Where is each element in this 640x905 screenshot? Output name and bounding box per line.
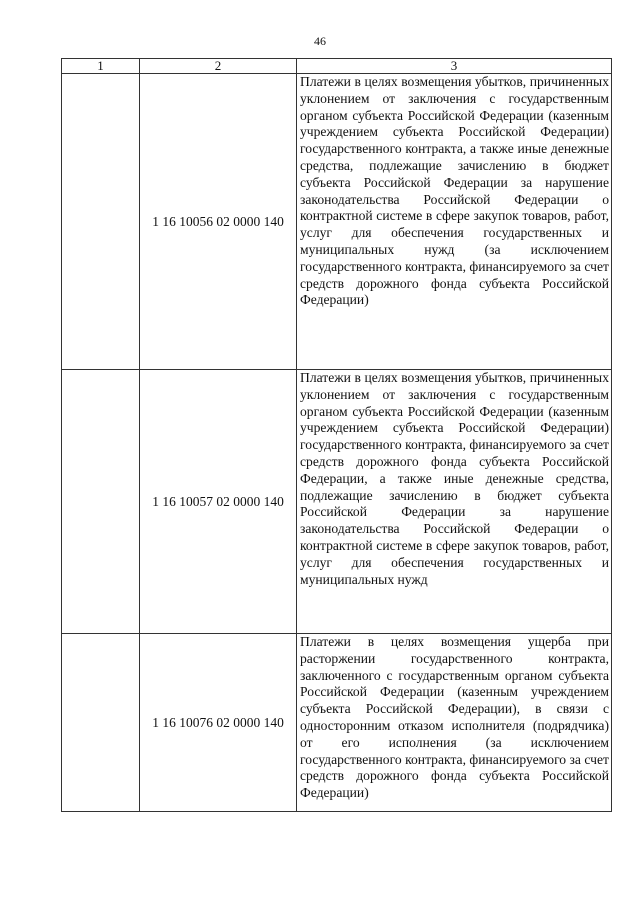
description-cell: Платежи в целях возмещения ущерба при расторжении государственного контракта, заключенного с государственным органом субъекта Российской Федерации (казенным учреждением субъекта Российской Федерации), в связи с односторонним отказом исполнителя (подрядчика) от его исполнения (за исключением государственного контракта, финансируемого за счет средств дорожного фонда субъекта Российской Федерации): [297, 634, 612, 812]
header-col-3: 3: [297, 59, 612, 74]
row-col1-cell: [62, 370, 140, 634]
header-col-1: 1: [62, 59, 140, 74]
description-cell: Платежи в целях возмещения убытков, причиненных уклонением от заключения с государственным органом субъекта Российской Федерации (казенным учреждением субъекта Российской Федерации) государственного контракта, а также иные денежные средства, подлежащие зачислению в бюджет субъекта Российской Федерации за нарушение законодательства Российской Федерации о контрактной системе в сфере закупок товаров, работ, услуг для обеспечения государственных и муниципальных нужд (за исключением государственного контракта, финансируемого за счет средств дорожного фонда субъекта Российской Федерации): [297, 74, 612, 370]
budget-code-cell: 1 16 10056 02 0000 140: [140, 74, 297, 370]
page-number: 46: [314, 34, 326, 48]
table-row: [62, 634, 612, 812]
row-col1-cell: [62, 74, 140, 370]
description-cell: Платежи в целях возмещения убытков, причиненных уклонением от заключения с государственным органом субъекта Российской Федерации (казенным учреждением субъекта Российской Федерации) государственного контракта, финансируемого за счет средств дорожного фонда субъекта Российской Федерации, а также иные денежные средства, подлежащие зачислению в бюджет субъекта Российской Федерации за нарушение законодательства Российской Федерации о контрактной системе в сфере закупок товаров, работ, услуг для обеспечения государственных и муниципальных нужд: [297, 370, 612, 634]
table-row: [62, 74, 612, 370]
budget-code-cell: 1 16 10057 02 0000 140: [140, 370, 297, 634]
table-header-row: [62, 59, 612, 74]
table-row: [62, 370, 612, 634]
revenue-code-table: [61, 58, 612, 812]
header-col-2: 2: [140, 59, 297, 74]
budget-code-cell: 1 16 10076 02 0000 140: [140, 634, 297, 812]
row-col1-cell: [62, 634, 140, 812]
